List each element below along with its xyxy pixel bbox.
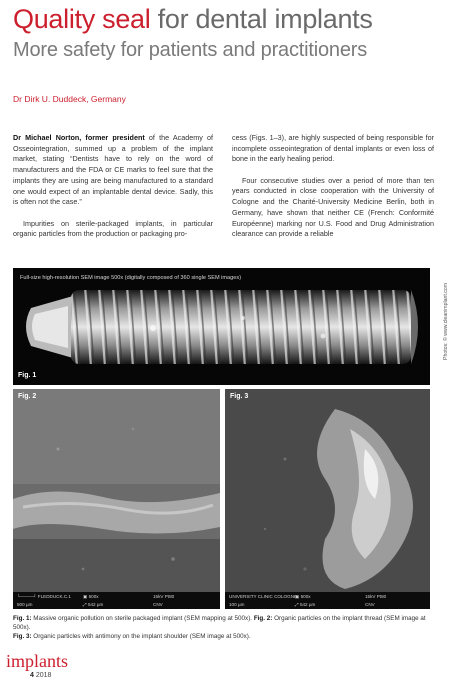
fig2-voltage: 15kV Pt80: [153, 594, 175, 599]
paragraph-process: cess (Figs. 1–3), are highly suspected of being responsible for incomplete osseointegration of dental implants or even loss of bone in the early healing period.: [232, 133, 434, 164]
issue-num: 4: [30, 672, 34, 679]
figure-3-scalebar: [225, 592, 430, 609]
intro-bold: Dr Michael Norton, former president: [13, 133, 145, 142]
article-title: [13, 3, 373, 35]
paragraph-studies: Four consecutive studies over a period of more than ten years conducted in close cooperation with the University of Cologne and the Charité-University Medicine Berlin, both in Germany, have shown that neither CE (French: Conformité Européenne) marking nor U.S. Food and Drug Administration clearance can provide a reliable: [232, 175, 434, 239]
caption-fig2-text: Organic particles on the implant thread (SEM image at 500x).: [13, 615, 426, 631]
figure-2-sem-thread: [13, 389, 220, 609]
title-rest: for dental implants: [150, 4, 373, 34]
fig3-magnification: ▣ 500x: [295, 594, 311, 599]
fig2-scale-value: 500 µm: [17, 602, 33, 607]
article-column-right: [232, 133, 434, 251]
figure-2-label: Fig. 2: [18, 393, 37, 400]
fig3-voltage: 15kV Pt80: [365, 594, 387, 599]
caption-fig2-label: Fig. 2:: [253, 615, 273, 622]
caption-fig3-label: Fig. 3:: [13, 633, 32, 640]
figure-3-label: Fig. 3: [230, 393, 249, 400]
figure-1-label: Fig. 1: [18, 372, 37, 379]
article-column-left: [13, 133, 213, 251]
fig3-mode: CNV: [365, 602, 375, 607]
paragraph-impurities: Impurities on sterile-packaged implants, in particular organic particles from the production or packaging pro-: [13, 218, 213, 239]
fig2-magnification: ▣ 500x: [83, 594, 99, 599]
figure-2-scalebar: [13, 592, 220, 609]
caption-fig1-label: Fig. 1:: [13, 615, 32, 622]
article-subtitle: More safety for patients and practitioners: [13, 39, 368, 61]
figure-1-sem-implant: [13, 268, 430, 385]
photo-credit: [436, 270, 449, 360]
magazine-logo: implants: [6, 651, 68, 671]
intro-text: of the Academy of Osseointegration, summed up a problem of the implant market, stating “Dentists have to rely on the word of manufacturers and the FDA or CE marks to feel sure that the implants they are using are being manufactured to a standard one would expect of an implantable dental device. Sadly, this is often not the case.”: [13, 133, 213, 207]
issue-year: 2018: [33, 672, 52, 679]
figure-caption: [13, 614, 433, 641]
fig2-field-width: ⤢ 542 µm: [83, 602, 104, 607]
particles-sem-image: [225, 389, 430, 609]
thread-sem-image: [13, 389, 220, 609]
title-highlight: Quality seal: [13, 4, 151, 34]
paragraph-intro: [13, 133, 213, 208]
caption-fig3-text: Organic particles with antimony on the implant shoulder (SEM image at 500x).: [31, 633, 251, 640]
fig2-mode: CNV: [153, 602, 163, 607]
fig3-scalebar-top: UNIVERSITY CLINIC COLOGNE: [229, 594, 298, 599]
fig3-field-width: ⤢ 542 µm: [295, 602, 316, 607]
fig2-scalebar-top: └────┘ FLEDDUCK.C.1: [17, 594, 71, 599]
author-byline: Dr Dirk U. Duddeck, Germany: [13, 94, 126, 104]
figure-3-sem-particles: [225, 389, 430, 609]
caption-fig1-text: Massive organic pollution on sterile packaged implant (SEM mapping at 500x).: [31, 615, 254, 622]
photo-credit-text: Photos: © www.cleanimplant.com: [443, 282, 449, 360]
issue-number: [30, 672, 51, 679]
figure-1-overlay-text: Full-size high-resolution SEM image 500x (digitally composed of 360 single SEM images): [20, 275, 242, 281]
fig3-scale-value: 100 µm: [229, 602, 245, 607]
implant-sem-image: [13, 268, 430, 385]
